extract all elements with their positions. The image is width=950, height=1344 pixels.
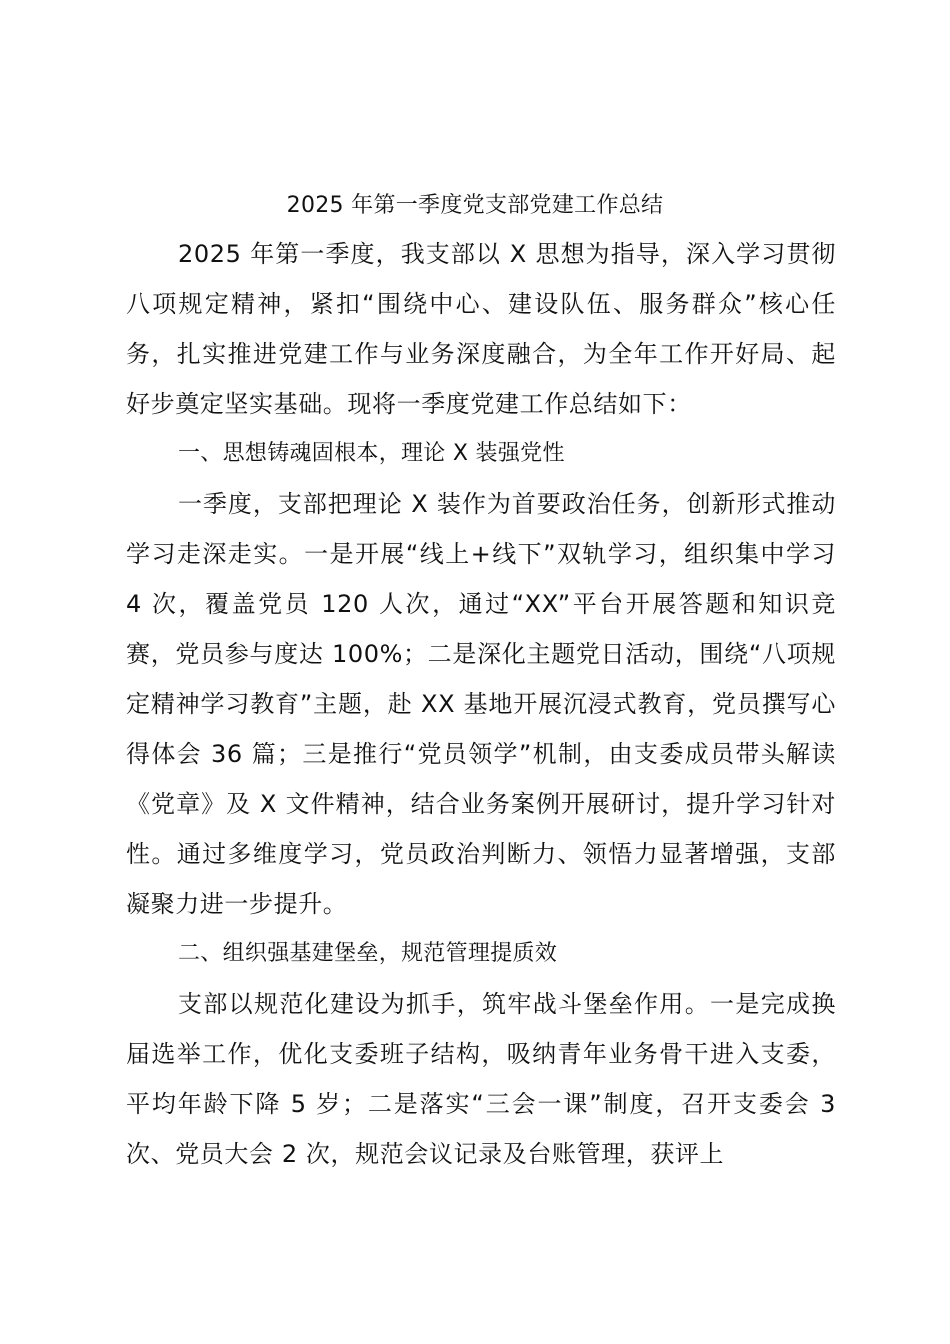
section-1-heading: 一、思想铸魂固根本，理论 X 装强党性: [178, 441, 565, 466]
section-2-paragraph: 支部以规范化建设为抓手，筑牢战斗堡垒作用。一是完成换届选举工作，优化支委班子结构，吸纳青年业务骨干进入支委，平均年龄下降 5 岁；二是落实“三会一课”制度，召开支委会 3 次、党员大会 2 次，规范会议记录及台账管理，获评上: [126, 990, 836, 1168]
document-body: [126, 229, 836, 1179]
document-title: 2025 年第一季度党支部党建工作总结: [286, 193, 664, 218]
section-1-paragraph: 一季度，支部把理论 X 装作为首要政治任务，创新形式推动学习走深走实。一是开展“线上+线下”双轨学习，组织集中学习 4 次，覆盖党员 120 人次，通过“XX”平台开展答题和知识竞赛，党员参与度达 100%；二是深化主题党日活动，围绕“八项规定精神学习教育”主题，赴 XX 基地开展沉浸式教育，党员撰写心得体会 36 篇；三是推行“党员领学”机制，由支委成员带头解读《党章》及 X 文件精神，结合业务案例开展研讨，提升学习针对性。通过多维度学习，党员政治判断力、领悟力显著增强，支部凝聚力进一步提升。: [126, 490, 836, 918]
section-2-heading: 二、组织强基建堡垒，规范管理提质效: [178, 941, 558, 966]
intro-paragraph: 2025 年第一季度，我支部以 X 思想为指导，深入学习贯彻八项规定精神，紧扣“围绕中心、建设队伍、服务群众”核心任务，扎实推进党建工作与业务深度融合，为全年工作开好局、起好步奠定坚实基础。现将一季度党建工作总结如下：: [126, 240, 836, 418]
